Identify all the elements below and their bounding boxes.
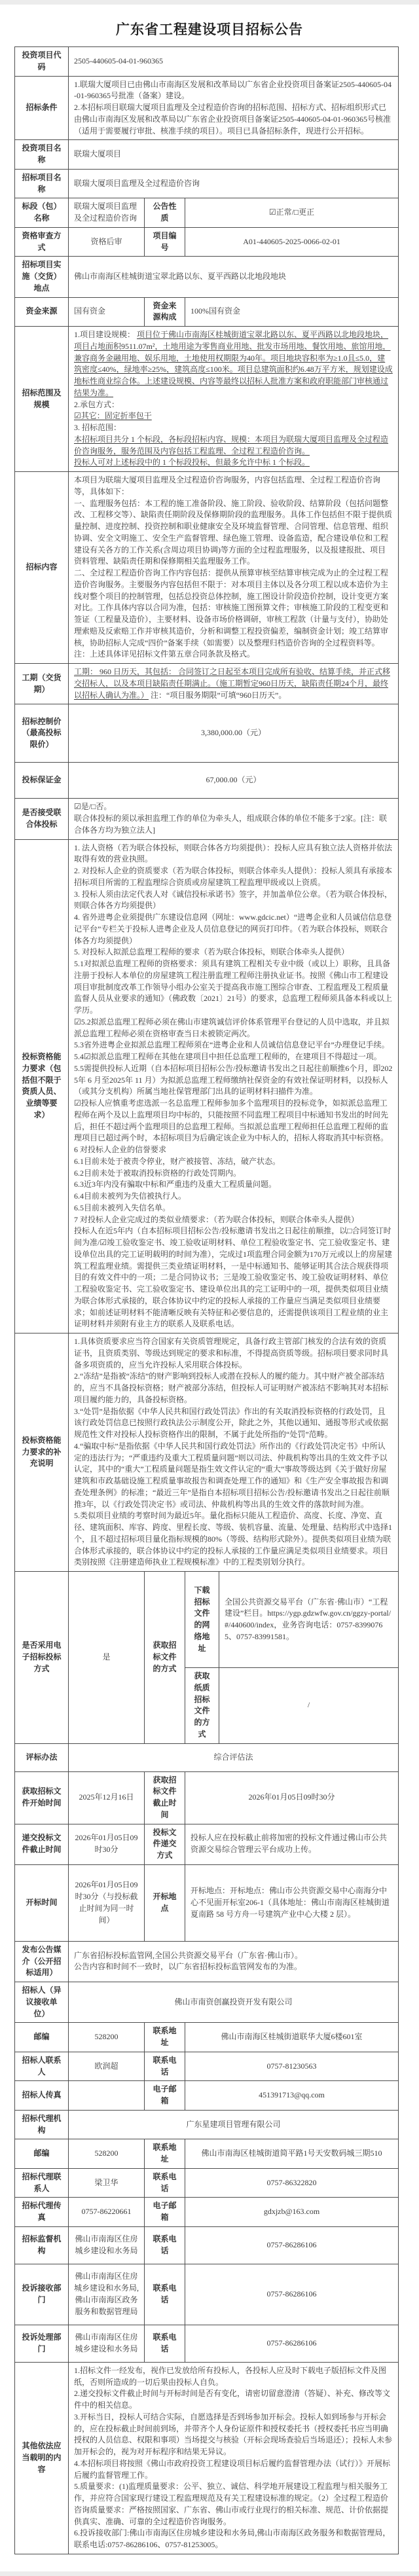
paragraph: ☑5.2拟派总监理工程师必须在佛山市建筑诚信评价体系管理平台登记的人员中选取，并且拟派总监理工程师必须在资格审查当日未被锁定两次。 xyxy=(74,1017,390,1038)
table-row xyxy=(15,297,399,327)
complaint-handle-phone-label: 联系电话 xyxy=(145,2325,185,2362)
table-row xyxy=(15,257,399,297)
funds-source-value: 国有资金 xyxy=(69,297,145,327)
paragraph: 1. 法人资格（若为联合体投标，则联合体各方均须提供）：投标人应具有独立法人资格并依法取得有效的营业执照。 xyxy=(74,843,393,864)
paragraph: 3. 投标人须由法定代表人对《诚信投标承诺书》签字，并加盖单位公章。（若为联合体投标，则联合体各方均须提供） xyxy=(74,889,393,911)
complaint-receive-label: 投诉接收部门 xyxy=(15,2264,69,2325)
project-code-value: 2505-440605-04-01-960365 xyxy=(69,47,399,77)
table-row xyxy=(15,2052,399,2081)
requirements-notes-label: 投标资格能力要求的补充说明 xyxy=(15,1333,69,1572)
paragraph: 2.承包方式： xyxy=(74,399,120,409)
agency-zip-label: 邮编 xyxy=(15,2139,69,2169)
underlined-text: 项目位于佛山市南海区桂城街道宝翠北路以东、夏平西路以北地段地块，项目占地面积9511.07m²，土地用途为零售商业用地、批发市场用地、餐饮用地、旅馆用地，兼容商务金融用地、娱乐用地，土地使用权期限为40年。项目地块容积率为≥1.0且≤5.0，建筑密度≤40%，绿地率≥25%，建筑高度≤100米。项目总建筑面积约6.48万平方米，规划建设成地标性商业综合体。上述建设规模、内容等最终以招标人批准方案和政府职能部门审核通过结果为准。 xyxy=(74,330,393,397)
consortium-value xyxy=(69,799,399,839)
download-address-value: 全国公共资源交易平台（广东省·佛山市）“工程建设”栏目。https://ygp.gdzwfw.gov.cn/ggzy-portal/#/440600/index，业务咨询电话：0757-83990765、0757-83991581。 xyxy=(219,1572,399,1668)
paragraph: 公告内容和时间不一致时，以广东省招标投标监管网发布的为准。 xyxy=(74,1962,302,1972)
invest-name-label: 投资项目名称 xyxy=(15,140,69,170)
notice-type-value: ☑正常/□更正 xyxy=(185,198,399,228)
agency-email-label: 电子邮箱 xyxy=(145,2198,185,2227)
scope-value xyxy=(69,327,399,472)
announcement-table xyxy=(14,46,399,2554)
doc-start-time-label: 获取招标文件开始时间 xyxy=(15,1771,69,1824)
submit-deadline-value: 2026年01月05日09时30分 xyxy=(69,1824,145,1864)
agency-fax-label: 招标代理传真 xyxy=(15,2198,69,2227)
delivery-location-value: 佛山市南海区桂城街道宝翠北路以东、夏平西路以北地段地块 xyxy=(69,257,399,297)
table-row xyxy=(15,2362,399,2554)
page-bottom-edge xyxy=(0,2571,419,2576)
other-content-value xyxy=(69,2362,399,2554)
agency-label: 招标代理机构 xyxy=(15,2110,69,2139)
table-row xyxy=(15,1333,399,1572)
tenderer-zip-value: 528200 xyxy=(69,2023,145,2052)
complaint-handle-label: 投诉处理部门 xyxy=(15,2325,69,2362)
page-title: 广东省工程建设项目招标公告 xyxy=(116,22,303,37)
table-row xyxy=(15,2023,399,2052)
agency-value: 广东星建项目管理有限公司 xyxy=(69,2110,399,2139)
paragraph: 4. 省外进粤企业须提供广东建设信息网（网址：www.gdcic.net）“进粤企业和人员诚信信息登记平台”专栏关于投标人进粤企业及人员信息登记的网页打印件。（若为联合体投标，则联合体各方均须提供） xyxy=(74,913,392,945)
tender-content-value xyxy=(69,472,399,664)
paragraph: 4.“骗取中标”是指依据《中华人民共和国行政处罚法》所作出的《行政处罚决定书》中所认定的违法行为；“严重违约及重大工程质量问题”则以司法、仲裁机构等出具的生效文件予以认定，其中的“重大”工程质量问题是指生效文件认定的“重大”事故等级达到《关于做好房屋建筑和市政基础设施工程质量事故报告和调查处理工作的通知》和《生产安全事故报告和调查处理条例》的标准；“最近三年”是指自本招标项目招标公告/投标邀请书发出之日起往前顺推3年，以《行政处罚决定书》或司法、仲裁机构等出具的生效文件的落款时间为准。 xyxy=(74,1441,390,1509)
underlined-text: ☑其它：固定折率包干 xyxy=(74,411,152,421)
paragraph: 1.联瑞大厦项目已由佛山市南海区发展和改革局以广东省企业投资项目备案证2505-440605-04-01-960365号批准（备案）建设。 xyxy=(74,79,392,101)
tenderer-value: 佛山市南资创赢投资开发有限公司 xyxy=(69,1982,399,2023)
table-row xyxy=(15,1982,399,2023)
evaluation-method-value: 综合评估法 xyxy=(69,1743,399,1771)
agency-address-label: 联系地址 xyxy=(145,2139,185,2169)
complaint-handle-value: 佛山市南海区住房城乡建设和水务局 xyxy=(69,2325,145,2362)
table-row xyxy=(15,664,399,704)
paragraph: 6.2目前未处于被取消投标资格的行政处罚期内。 xyxy=(74,1168,242,1178)
table-row xyxy=(15,2081,399,2111)
construction-period-value xyxy=(69,664,399,704)
paragraph: 5.4☑拟派总监理工程师在其他在建项目中担任总监理工程师的，在建项目不得超过一项。 xyxy=(74,1052,382,1061)
table-row xyxy=(15,1864,399,1941)
section-name-value: 联瑞大厦项目监理及全过程造价咨询 xyxy=(69,198,145,228)
agency-contact-value: 梁卫华 xyxy=(69,2168,145,2198)
table-row xyxy=(15,839,399,1333)
announcement-page xyxy=(0,5,419,2571)
table-row xyxy=(15,2226,399,2264)
other-content-label: 其他依法应当载明的内容 xyxy=(15,2362,69,2554)
doc-deadline-label: 获取招标文件截止时间 xyxy=(145,1771,185,1824)
paragraph: 1.招标文件一经发布，视作已发放给所有投标人，各投标人应及时下载电子版招标文件及图纸，否则所造成的一切后果由投标人自负。 xyxy=(74,2365,387,2387)
paragraph: 广东省招标投标监管网,全国公共资源交易平台（广东省·佛山市）。 xyxy=(74,1950,302,1960)
funds-source-label: 资金来源 xyxy=(15,297,69,327)
paragraph xyxy=(74,329,393,399)
opening-place-value: 开标地点：开标地点：佛山市公共资源交易中心南海分中心不见面开标室206-1（具体地址：佛山市南海区桂城街道夏南路 58 号方舟一号建筑产业中心大楼 2 层）。 xyxy=(185,1864,399,1941)
e-bidding-label: 是否采用电子招标投标方式 xyxy=(15,1572,69,1744)
complaint-receive-phone-label: 联系电话 xyxy=(145,2264,185,2325)
table-row xyxy=(15,2325,399,2362)
complaint-receive-phone-value: 0757-86286106 xyxy=(185,2264,399,2325)
paragraph: 6.1目前未处于被责令停业，财产被接管、冻结，破产状态。 xyxy=(74,1156,281,1166)
tenderer-label: 招标人（异议接收单位） xyxy=(15,1982,69,2023)
invest-name-value: 联瑞大厦项目 xyxy=(69,140,399,170)
table-row xyxy=(15,763,399,799)
opening-time-label: 开标时间 xyxy=(15,1864,69,1941)
paragraph: 3.开标当日，投标人可结合实际，自愿选择是否到场参加开标会。投标人如到场参与开标会的，应在投标截止时间前到场，并带齐个人身份证原件和授权委托书（授权委托书应当明确授权的人员信息、权限和事项）当场提交与核验（开标会现场查验后当场退还）；投标人未参加开标会的，视为对开标程序和结果无异议。 xyxy=(74,2412,393,2456)
project-number-label: 项目编号 xyxy=(145,227,185,257)
bidder-requirements-label: 投标资格能力要求（包括但不限于资质人员、业绩等要求） xyxy=(15,839,69,1333)
tenderer-email-value: 451391713@qq.com xyxy=(185,2081,399,2111)
bid-deposit-value: 67,000.00（元） xyxy=(69,763,399,799)
table-row xyxy=(15,169,399,198)
supervision-phone-value: 0757-86286106 xyxy=(185,2226,399,2264)
doc-obtain-method-label: 获取招标文件的方式 xyxy=(145,1572,185,1744)
table-row xyxy=(15,1941,399,1982)
text-segment: 注：“项目服务期限”可填“960日历天”。 xyxy=(149,690,287,700)
table-row xyxy=(15,704,399,763)
agency-email-value: gdxjzb@163.com xyxy=(185,2198,399,2227)
table-row xyxy=(15,198,399,228)
paragraph: 6.4目前未被列为失信被执行人。 xyxy=(74,1191,187,1201)
tenderer-address-value: 佛山市南海区桂城街道联华大厦6楼601室 xyxy=(185,2023,399,2052)
tenderer-contact-value: 欧润超 xyxy=(69,2052,145,2081)
tenderer-zip-label: 邮编 xyxy=(15,2023,69,2052)
table-row xyxy=(15,2198,399,2227)
paragraph: 6.5目前未被列入失信名单。 xyxy=(74,1203,171,1212)
tender-content-label: 招标内容 xyxy=(15,472,69,664)
text-segment: 1.项目建设规模： xyxy=(74,330,137,339)
paragraph: 5.1对拟派总监理工程师的资格要求：须具有建筑工程相关专业中级（或以上）职称，且具备注册于投标人本单位的房屋建筑工程注册监理工程师注册执业证书。按照《佛山市工程建设项目审批制度改革工作领导小组办公室关于提高我市施工图综合审查、工程监理及工程质量监督人员从业要求的通知》（佛政数〔2021〕21号）的要求，总监理工程师须具备本科或以上学历。 xyxy=(74,959,393,1015)
agency-phone-value: 0757-86322820 xyxy=(185,2168,399,2198)
table-row xyxy=(15,472,399,664)
table-row xyxy=(15,1572,399,1668)
funds-composition-value: 100%国有资金 xyxy=(185,297,399,327)
paragraph: ☑是/□否。 xyxy=(74,802,112,812)
tenderer-fax-label: 招标人传真 xyxy=(15,2081,69,2111)
table-row xyxy=(15,76,399,140)
paragraph: 6 对投标人企业的信誉要求 xyxy=(74,1145,167,1154)
paragraph: 本项目为联瑞大厦项目监理及全过程造价咨询服务，内容包括监理、全过程工程造价咨询等，具体如下： xyxy=(74,475,381,496)
project-code-label: 投资项目代码 xyxy=(15,47,69,77)
scope-label: 招标范围及规模 xyxy=(15,327,69,472)
paragraph: 2.本招标项目联瑞大厦项目监理及全过程造价咨询的招标范围、招标方式、招标组织形式已由佛山市南海区发展和改革局以广东省企业投资项目备案证2505-440605-04-01-960365号核准（适用于需要履行审批、核准手续的项目）。项目已具备招标条件，现进行公开招标。 xyxy=(74,103,391,136)
tender-conditions-label: 招标条件 xyxy=(15,76,69,140)
paragraph: 4.本招标项目将按照《佛山市政府投资工程建设项目标后履约监督管理办法（试行）》开展标后履约监督管理工作。 xyxy=(74,2458,391,2480)
supervision-phone-label: 联系电话 xyxy=(145,2226,185,2264)
agency-contact-label: 招标代理联系人 xyxy=(15,2168,69,2198)
paragraph: 5.质量要求：(1)监理质量要求：公平、独立、诚信、科学地开展建设工程监理与相关服务工作，并应符合国家现行建设工程监理规范及有关工程建设标准的规定。（2）全过程工程造价咨询质量要求：严格按照国家、广东省、佛山市或行业现行的相关标准、规范、计价依据提供真实、准确、可靠的全过程造价咨询服务。 xyxy=(74,2482,389,2526)
announcement-media-label: 发布公告媒介（公开招标适用） xyxy=(15,1941,69,1982)
download-address-label: 下载招标文件的网络地址 xyxy=(185,1572,219,1668)
opening-place-label: 开标地点 xyxy=(145,1864,185,1941)
paragraph: 3.“处罚”是指依据《中华人民共和国行政处罚法》作出的有关取消投标资格的行政处罚，且该行政处罚信息已按照行政执法公示制度公开，除此之外，其他以通知、通报等形式或依据规范性文件对投标人投标资格作出的限制，不属于此处所指的“处罚”范畴。 xyxy=(74,1406,389,1439)
complaint-handle-phone-value: 0757-86286106 xyxy=(185,2325,399,2362)
paragraph: 3. 招标范围： xyxy=(74,423,122,432)
project-number-value: A01-440605-2025-0066-02-01 xyxy=(185,227,399,257)
doc-deadline-value: 2026年01月05日09时30分 xyxy=(185,1771,399,1824)
paragraph: 5.类似项目业绩的考察时间为最近5年。量化指标只能从工程造价、高度、长度、净宽、直径、建筑面积、库容、跨度、里程长度、等级、装机容量、流量、处理量、结构形式中选择1个，且不超过招标项目量化指标规模的80%（等级、结构形式除外）。提供类似项目业绩为联合体形式承接的，联合体协议中约定的投标人承接的工作量应满足类似项目业绩要求。项目类别按照《注册建造师执业工程规模标准》中的工程类别划分执行。 xyxy=(74,1511,393,1567)
table-row xyxy=(15,140,399,170)
paragraph: 5. 对投标人拟派总监理工程师的要求（若为联合体投标，则联合体牵头人提供） xyxy=(74,947,350,957)
tenderer-fax-value xyxy=(69,2081,145,2111)
table-row xyxy=(15,1771,399,1824)
paragraph: 7 对投标人企业完成过的类似业绩要求：（若为联合体投标，则联合体牵头人提供） xyxy=(74,1214,359,1224)
paragraph: 2.“冻结”是指被“冻结”的财产影响到投标人或潜在投标人的履约能力。其中财产被全部冻结的，应当不具备投标资格；财产被部分冻结，但投标人可证明财产被冻结不影响其对本招标项目履约能力的，具备投标资格。 xyxy=(74,1371,389,1404)
funds-composition-label: 资金来源构成 xyxy=(145,297,185,327)
tender-conditions-value xyxy=(69,76,399,140)
tender-name-label: 招标项目名称 xyxy=(15,169,69,198)
requirements-notes-value xyxy=(69,1333,399,1572)
paragraph: 二、全过程工程造价咨询工作内容包括：提供从预算审核至结算审核完成为止的全过程工程造价咨询服务。主要服务内容包括但不限于：对本项目主体以及各分项工程以成本造价为主线对整个项目的控制管理，包括总投资总体控制，施工图设计阶段造价控制，设计变更方案对比。工作具体内容以合同为准，包括：审核施工图预算文件；审核施工阶段的工程变更和签证（工程量及造价），主要材料、设备市场价格调研，审核工程款（计量与支付），协助处理索赔及反索赔工作并审核其造价，分析和调整工程投资偏差，编制资金计划；竣工结算审核，协助招标人完成“四价”备案手续（如需要）以及整理归档造价咨询的全过程资料等。 xyxy=(74,568,389,647)
agency-fax-value: 0757-86220661 xyxy=(69,2198,145,2227)
paragraph: 2.递交投标文件截止时间与开标时间是否有变化，请密切留意澄清（答疑）、补充、修改等文件中的相关信息。 xyxy=(74,2389,391,2410)
announcement-media-value xyxy=(69,1941,399,1982)
qualification-review-label: 资格审查方式 xyxy=(15,227,69,257)
delivery-location-label: 招标项目实施（交货）地点 xyxy=(15,257,69,297)
tenderer-address-label: 联系地址 xyxy=(145,2023,185,2052)
construction-period-label: 工期（交货期） xyxy=(15,664,69,704)
table-row xyxy=(15,2139,399,2169)
agency-zip-value: 528200 xyxy=(69,2139,145,2169)
opening-time-value: 2026年01月05日09时30分（与投标截止时间为同一时间） xyxy=(69,1864,145,1941)
supervision-org-label: 招标监督机构 xyxy=(15,2226,69,2264)
table-row xyxy=(15,1743,399,1771)
underlined-text: 工期： 960 日历天，其包括： 合同签订之日起至本项目完成所有验收、结算手续，并正式移交招标人，以及本项目缺陷责任期满止。（施工期暂定960日历天，缺陷责任期24个月，最终以招标人确认为准。） xyxy=(74,667,391,700)
paragraph: 一、监理服务包括：本工程的施工准备阶段、施工阶段、验收阶段、结算阶段（包括问题整改、工程移交等）、缺陷责任期阶段及保修期阶段的监理服务。具体工作包括但不限于提供质量控制、进度控制、投资控制和职业健康安全及环境监督管理、合同管理、信息管理、组织协调、安全文明施工、安全生产监督管理、绿色施工管理、设备监造，配合建设单位和工程建设有关各方的工作关系(含周边项目协调)等方面的全过程监理服务，以及报建报批、项目资料管理、缺陷责任期和保修期相关监理服务工作。 xyxy=(74,498,393,566)
tender-name-value: 联瑞大厦项目监理及全过程造价咨询 xyxy=(69,169,399,198)
paragraph: ☑投标人应慎重考虑选派一名总监理工程师参加多个监理项目的投标竞争，如拟派总监理工程师在两个及以上监理项目均中标的，只能按照不同监理工程项目中标通知书发出的时间先后，担任不超过两个监理项目的总监理工程师。当拟派总监理工程师担任总监理工程师的监理项目已超过两个时，本招标项目为后确定该企业为中标人的，招标人将取消其中标资格。 xyxy=(74,1098,389,1143)
paragraph: 注：上述具体详见招标文件第五章合同条款及格式。 xyxy=(74,649,255,659)
tenderer-email-label: 电子邮箱 xyxy=(145,2081,185,2111)
table-row xyxy=(15,2264,399,2325)
paragraph: 2. 对投标人企业的资质要求（若为联合体投标，则联合体牵头人提供）：投标人须具有承接本招标项目所需的工程监理综合资质或房屋建筑工程监理甲级或以上资质。 xyxy=(74,866,393,887)
bidder-requirements-value xyxy=(69,839,399,1333)
underlined-text: 本招标项目共分 1 个标段，各标段招标内容、规模：本项目为联瑞大厦项目监理及全过程造价咨询服务，服务范围及内容包括工程监理、全过程工程造价咨询。 xyxy=(74,434,389,456)
supervision-org-value: 佛山市南海区住房城乡建设和水务局 xyxy=(69,2226,145,2264)
paragraph: 1.具体资质要求应当符合国家有关资质管理规定，具备行政主管部门核发的合法有效的资质证书，且资质类别、等级达到规定的要求和标准，不得提高资质等级。招标项目要求同时具备多项资质的，应当允许投标人采用联合体投标。 xyxy=(74,1337,389,1370)
page-top-edge xyxy=(0,0,419,5)
agency-address-value: 佛山市南海区桂城街道简平路1号天安数码城三期510 xyxy=(185,2139,399,2169)
paragraph: 投标人在近5年内（自本招标项目招标公告/投标邀请书发出之日起往前顺推，以□合同签订时间为准/☑竣工验收鉴定书、竣工验收证明材料、单位工程验收鉴定书、完工验收鉴定书、建设单位出具的完工证明载明的时间为准），完成过1项监理合同金额为170万元或以上的房屋建筑工程监理业绩。需提供三类业绩证明材料，一是中标通知书、能够证明其合法合规获得项目的有效文件中的一项；二是合同协议书；三是竣工验收鉴定书、竣工验收证明材料、单位工程验收鉴定书、完工验收鉴定书、建设单位出具的完工证明中的一项，提供类似项目业绩为联合体形式承接的，联合体协议中约定的投标人承接的工作量应当满足类似项目业绩要求；如前述证明材料不能清晰反映有关特征和必要信息的，还需提供该项目工程业绩的业主证明材料并须附有业主方的联系人及联系电话。 xyxy=(74,1226,393,1329)
table-row xyxy=(15,799,399,839)
paper-doc-value: / xyxy=(219,1668,399,1744)
agency-phone-label: 联系电话 xyxy=(145,2168,185,2198)
bid-deposit-label: 投标保证金 xyxy=(15,763,69,799)
qualification-review-value: 资格后审 xyxy=(69,227,145,257)
table-row xyxy=(15,327,399,472)
evaluation-method-label: 评标办法 xyxy=(15,1743,69,1771)
submit-method-value: 投标人应在投标截止前将加密的投标文件通过佛山市公共资源交易综合管理云平台成功上传。 xyxy=(185,1824,399,1864)
tenderer-phone-value: 0757-81230563 xyxy=(185,2052,399,2081)
submit-deadline-label: 递交投标文件截止时间 xyxy=(15,1824,69,1864)
paper-doc-label: 获取纸质招标文件的方式 xyxy=(185,1668,219,1744)
submit-method-label: 投标文件递交方式 xyxy=(145,1824,185,1864)
tenderer-phone-label: 联系电话 xyxy=(145,2052,185,2081)
underlined-text: 投标人可对上述标段中的 1 个标段投标，但最多允许中标 1 个标段。 xyxy=(74,458,310,467)
table-row xyxy=(15,47,399,77)
table-row xyxy=(15,227,399,257)
paragraph: 6.3近3年内没有骗取中标和严重违约及重大工程质量问题。 xyxy=(74,1180,277,1189)
paragraph: 5.3省外进粤企业拟派总监理工程师须在“进粤企业和人员诚信信息登记平台”办理登记手续。 xyxy=(74,1040,390,1050)
paragraph: 联合体投标的须以承担监理工作的单位为牵头人，组成联合体的单位不能多于2家。[注：联合体各方均为独立法人] xyxy=(74,814,387,835)
e-bidding-value: 是 xyxy=(69,1572,145,1744)
consortium-label: 是否接受联合体投标 xyxy=(15,799,69,839)
paragraph: 6.投诉接收部门:佛山市南海区住房城乡建设和水务局,佛山市南海区政务服务和数据管理局，联系电话:0757-86286106、0757-81253005。 xyxy=(74,2528,391,2549)
notice-type-label: 公告性质 xyxy=(145,198,185,228)
table-row xyxy=(15,2168,399,2198)
paragraph: 5.5需提供投标人近期（自本招标项目招标公告/投标邀请书发出之日起往前顺推6个月，即2025年 6 月至2025年 11 月）为拟派总监理工程师缴纳社保资金的有效社保证明材料，以投标人（或其分支机构）所属当地社保管理部门出具的证明材料扫描件为准。 xyxy=(74,1063,393,1097)
table-row xyxy=(15,1824,399,1864)
table-row xyxy=(15,2110,399,2139)
tenderer-contact-label: 招标人联系人 xyxy=(15,2052,69,2081)
control-price-label: 招标控制价（最高投标限价） xyxy=(15,704,69,763)
control-price-value: 3,380,000.00（元） xyxy=(69,704,399,763)
complaint-receive-value: 佛山市南海区住房城乡建设和水务局,佛山市南海区政务服务和数据管理局 xyxy=(69,2264,145,2325)
doc-start-time-value: 2025年12月16日 xyxy=(69,1771,145,1824)
section-name-label: 标段（包）名称 xyxy=(15,198,69,228)
